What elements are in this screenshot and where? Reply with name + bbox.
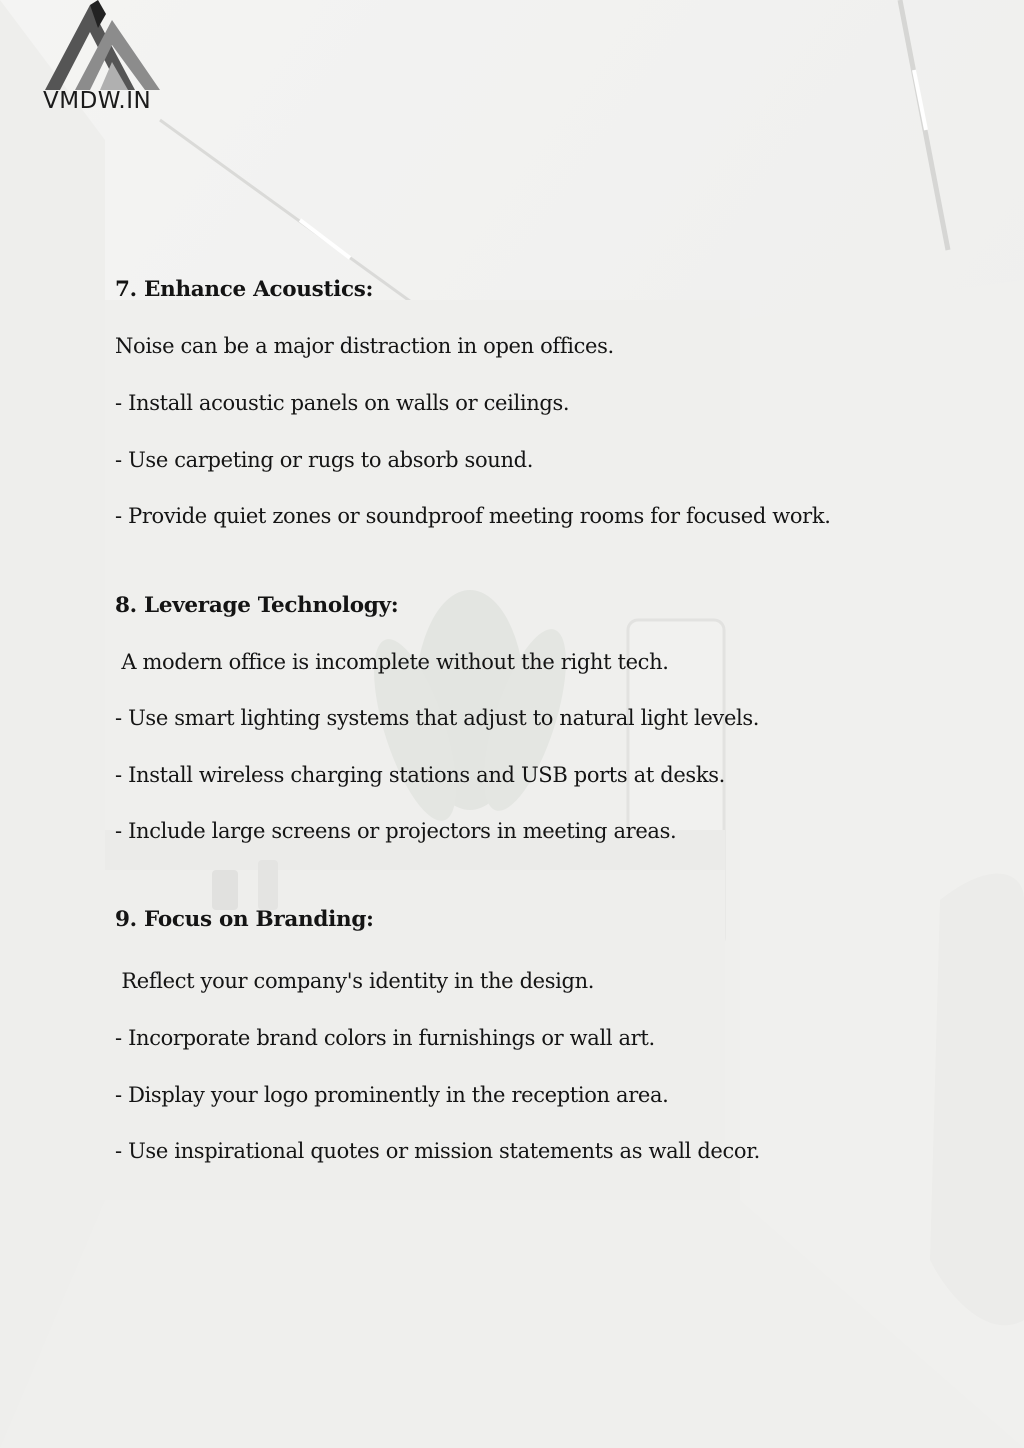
bullet-item: - Provide quiet zones or soundproof meeting rooms for focused work. [115,504,831,528]
logo-text: VMDW.IN [43,88,152,114]
section-heading: 7. Enhance Acoustics: [115,277,374,302]
bullet-item: - Display your logo prominently in the reception area. [115,1083,669,1107]
bullet-item: - Use smart lighting systems that adjust to natural light levels. [115,706,760,730]
bullet-item: - Install wireless charging stations and USB ports at desks. [115,763,725,787]
bullet-item: - Include large screens or projectors in meeting areas. [115,819,677,843]
section-intro: Noise can be a major distraction in open offices. [115,334,614,358]
section-intro: Reflect your company's identity in the design. [115,969,595,993]
vmdw-logo [40,0,170,120]
section-heading: 9. Focus on Branding: [115,907,374,932]
bullet-item: - Install acoustic panels on walls or ceilings. [115,391,570,415]
bullet-item: - Use inspirational quotes or mission statements as wall decor. [115,1139,760,1163]
section-heading: 8. Leverage Technology: [115,593,399,618]
bullet-item: - Use carpeting or rugs to absorb sound. [115,448,534,472]
section-intro: A modern office is incomplete without the right tech. [115,650,669,674]
bullet-item: - Incorporate brand colors in furnishings or wall art. [115,1026,655,1050]
mountain-logo-icon [40,0,170,92]
